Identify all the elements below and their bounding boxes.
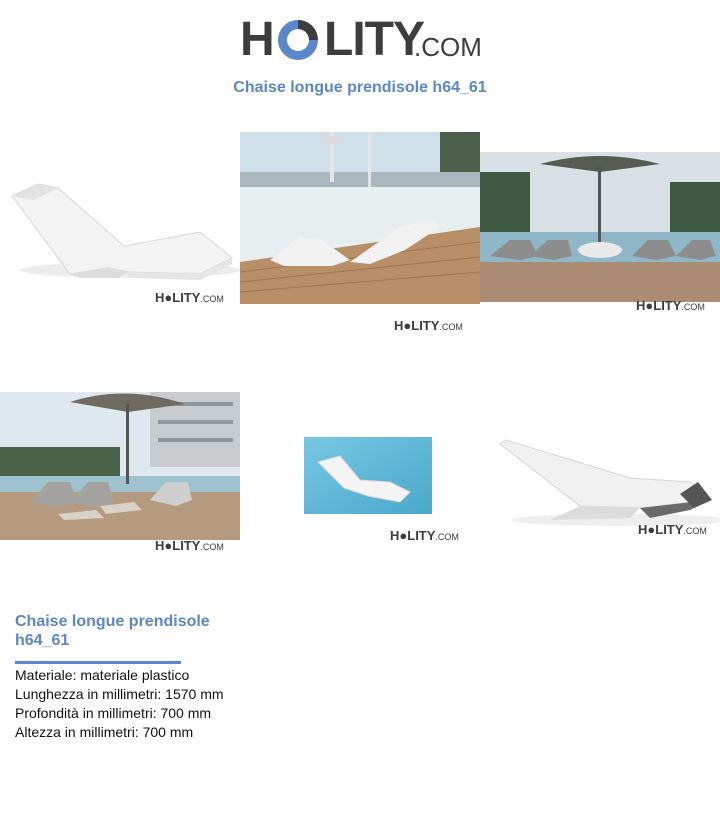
gallery-image-white-lounger[interactable]: [0, 150, 240, 315]
spec-length: Lunghezza in millimetri: 1570 mm: [15, 686, 224, 702]
gallery-image-poolside-deck[interactable]: [240, 132, 480, 342]
page-title: Chaise longue prendisole h64_61: [233, 79, 487, 96]
logo-o-icon: [276, 18, 320, 62]
poolside-image: [240, 132, 480, 342]
logo-com: .COM: [414, 32, 482, 62]
watermark: H●LITY.COM: [155, 290, 224, 305]
watermark: H●LITY.COM: [155, 538, 224, 553]
water-lounger-image: [240, 392, 480, 550]
apartment-pool-image: [0, 392, 240, 560]
holity-logo[interactable]: [240, 12, 480, 66]
spec-material: Materiale: materiale plastico: [15, 667, 190, 683]
gallery-image-lounger-in-water[interactable]: [240, 392, 480, 550]
spec-height: Altezza in millimetri: 700 mm: [15, 724, 194, 740]
gallery-image-apartment-pool[interactable]: [0, 392, 240, 560]
logo-letter-h: H: [240, 13, 274, 66]
spec-depth: Profondità in millimetri: 700 mm: [15, 705, 212, 721]
gallery-image-lounger-side-view[interactable]: [480, 420, 720, 545]
title-divider: [15, 661, 181, 664]
watermark: H●LITY.COM: [638, 522, 707, 537]
watermark: H●LITY.COM: [636, 298, 705, 313]
gallery-image-umbrella-pool[interactable]: [480, 152, 720, 320]
product-title: Chaise longue prendisole h64_61: [15, 613, 210, 649]
watermark: H●LITY.COM: [390, 528, 459, 543]
umbrella-pool-image: [480, 152, 720, 320]
watermark: H●LITY.COM: [394, 318, 463, 333]
logo-letters-lity: LITY: [324, 13, 424, 66]
product-specs: [15, 666, 224, 742]
